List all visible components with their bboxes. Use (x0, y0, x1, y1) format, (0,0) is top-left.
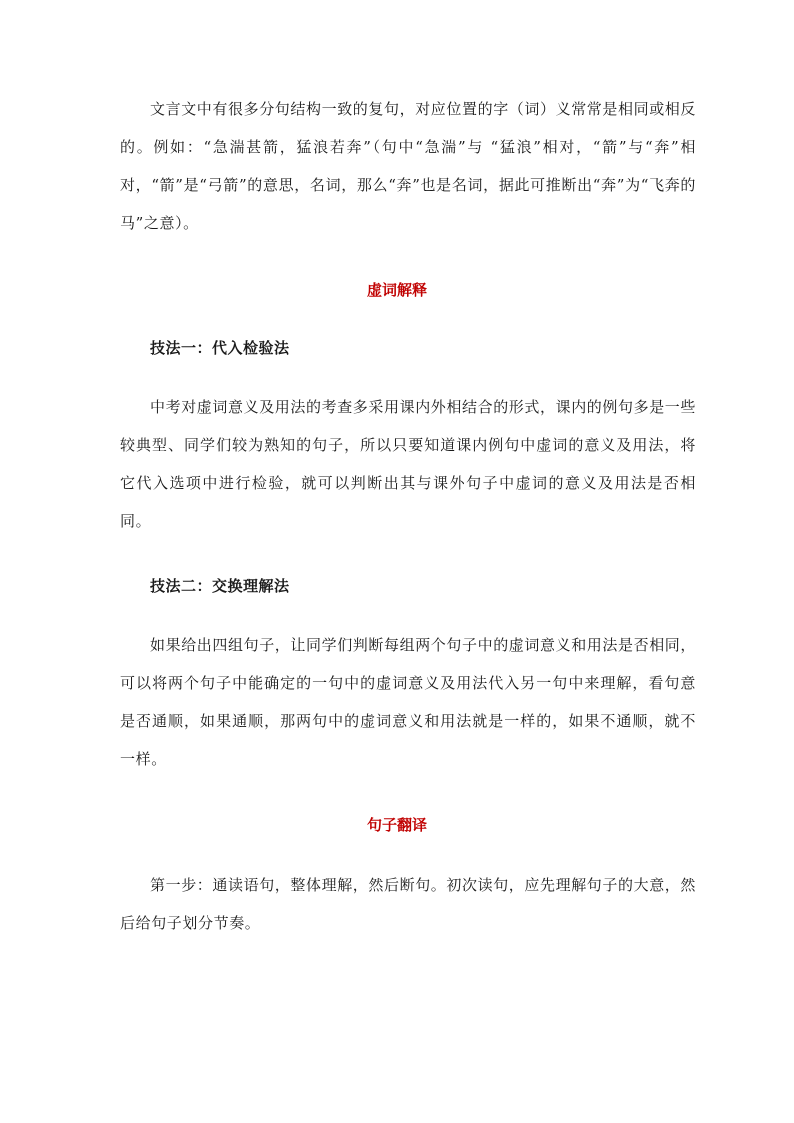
section-heading-function-words: 虚词解释 (366, 281, 427, 299)
subheading-technique-two: 技法二：交换理解法 (150, 577, 290, 595)
section-heading-sentence-translation: 句子翻译 (366, 816, 427, 834)
subheading-technique-one: 技法一：代入检验法 (150, 339, 290, 357)
paragraph-step-one: 第一步：通读语句，整体理解，然后断句。初次读句，应先理解句子的大意，然后给句子划分节奏。 (120, 876, 697, 932)
paragraph-substitution-method: 中考对虚词意义及用法的考查多采用课内外相结合的形式，课内的例句多是一些较典型、同学们较为熟知的句子，所以只要知道课内例句中虚词的意义及用法，将它代入选项中进行检验，就可以判断出其与课外句子中虚词的意义及用法是否相同。 (120, 398, 697, 530)
paragraph-word-meaning-inference: 文言文中有很多分句结构一致的复句，对应位置的字（词）义常常是相同或相反的。例如：“急湍甚箭，猛浪若奔”（句中“急湍”与 “猛浪”相对，“箭”与“奔”相对，“箭”是“弓箭”的意思，名词，那么“奔”也是名词，据此可推断出“奔”为“飞奔的马”之意）。 (120, 100, 697, 232)
paragraph-exchange-method: 如果给出四组句子，让同学们判断每组两个句子中的虚词意义和用法是否相同，可以将两个句子中能确定的一句中的虚词意义及用法代入另一句中来理解，看句意是否通顺，如果通顺，那两句中的虚词意义和用法就是一样的，如果不通顺，就不一样。 (120, 636, 697, 768)
